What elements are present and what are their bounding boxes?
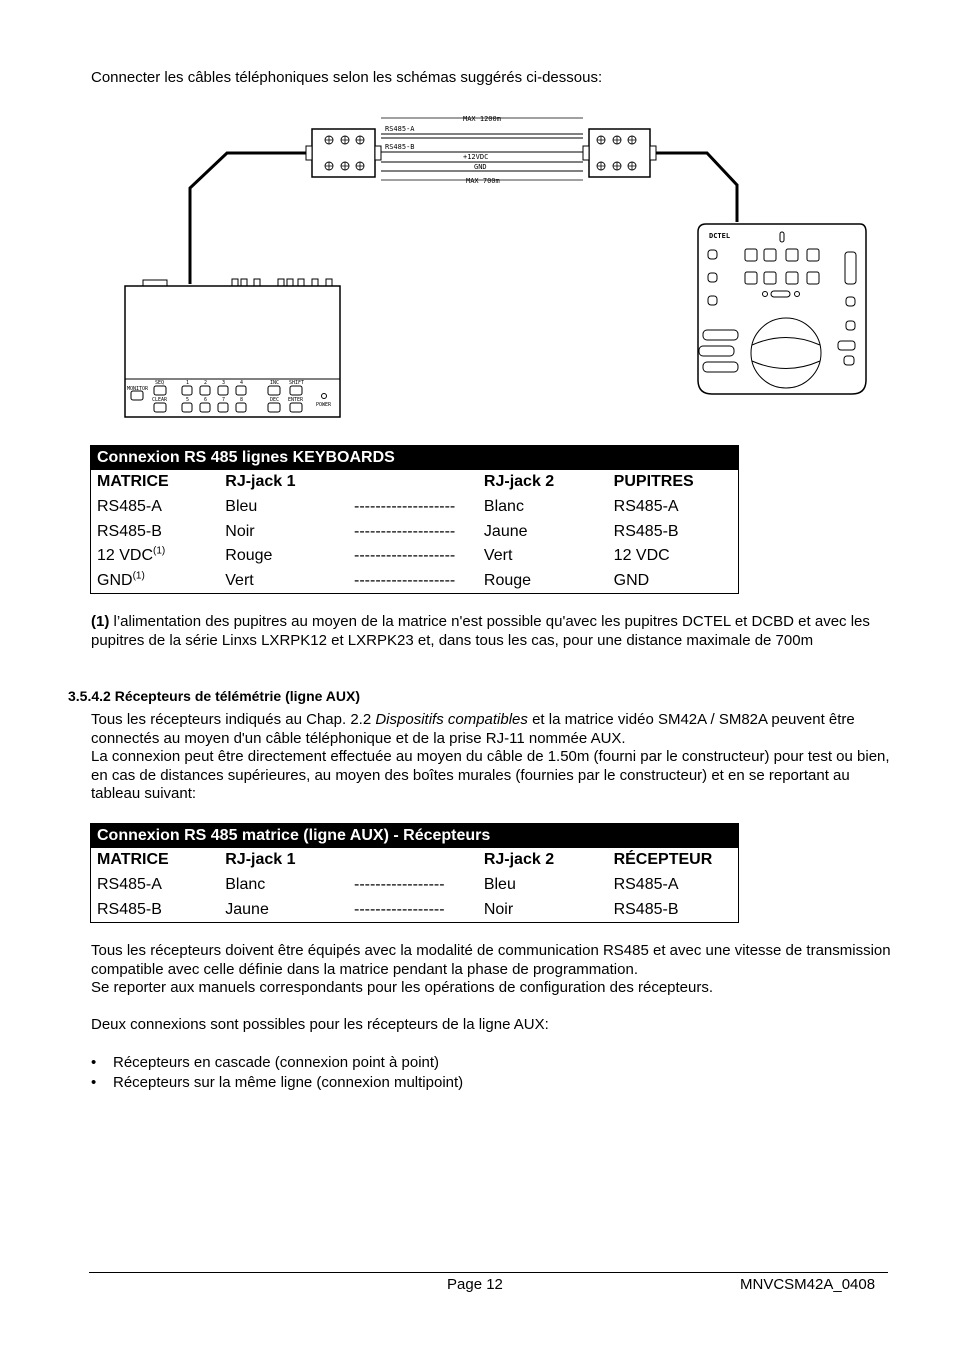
table-row: RS485-A Blanc ----------------- Bleu RS485-A [97, 876, 679, 894]
footnote: (1) l’alimentation des pupitres au moyen de la matrice n'est possible qu'avec les pupitres DCTEL et DCBD et avec les pupitres de la série Linxs LXRPK12 et LXRPK23 et, dans tous les cas, pour une distance maximale de 700m [91, 613, 870, 649]
col-header [348, 848, 478, 873]
section-paragraph-2: La connexion peut être directement effectuée au moyen du câble de 1.50m (fourni par le constructeur) pour test ou bien, en cas de distances supérieures, au moyen des boîtes murales (fournies par le constructeur) et en se reportant au tableau suivant: [91, 748, 890, 802]
label-n6: 6 [204, 397, 208, 403]
table-aux-title: Connexion RS 485 matrice (ligne AUX) - Récepteurs [91, 824, 739, 849]
label-monitor: MONITOR [127, 386, 149, 392]
footnote-mark: (1) [153, 546, 166, 558]
col-header [348, 470, 478, 495]
table-row: 12 VDC$^{(1)}$ Rouge ------------------- Vert 12 VDC [97, 546, 670, 565]
label-rs485b: RS485-B [385, 143, 415, 151]
col-header: MATRICE [97, 473, 169, 491]
col-header: PUPITRES [613, 473, 694, 491]
wiring-diagram [0, 0, 954, 440]
footnote-mark: (1) [132, 570, 145, 582]
label-12vdc: +12VDC [463, 153, 489, 161]
col-header: RÉCEPTEUR [613, 851, 713, 869]
col-header: RJ-jack 1 [225, 473, 296, 491]
paragraph-4: Se reporter aux manuels correspondants pour les opérations de configuration des récepteurs. [91, 979, 714, 996]
label-inc: INC [270, 380, 280, 386]
col-header: RJ-jack 2 [483, 851, 555, 869]
table-keyboards [90, 445, 739, 594]
section-paragraph-1: Tous les récepteurs indiqués au Chap. 2.2 Dispositifs compatibles et la matrice vidéo SM42A / SM82A peuvent être connectés au moyen d'un câble téléphonique et de la prise RJ-11 nommée AUX. [91, 711, 855, 747]
col-header: MATRICE [97, 851, 169, 869]
table-keyboards-header [91, 470, 739, 495]
label-power: POWER [316, 402, 332, 408]
section-heading: 3.5.4.2 Récepteurs de télémétrie (ligne AUX) [68, 688, 361, 704]
label-n1: 1 [186, 380, 190, 386]
col-header: RJ-jack 2 [483, 473, 555, 491]
doc-reference: MNVCSM42A_0408 [740, 1276, 876, 1293]
label-rs485a: RS485-A [385, 125, 415, 133]
label-n7: 7 [222, 397, 226, 403]
table-row: GND$^{(1)}$ Vert ------------------- Rouge GND [97, 570, 650, 590]
label-n5: 5 [186, 397, 190, 403]
page-number: Page 12 [447, 1276, 503, 1293]
label-gnd: GND [474, 163, 487, 171]
right-junction-box [589, 129, 650, 177]
table-aux [90, 823, 739, 923]
label-shift: SHIFT [289, 380, 305, 386]
table-row: RS485-B Jaune ----------------- Noir RS485-B [97, 900, 679, 918]
label-dec: DEC [270, 397, 280, 403]
paragraph-3: Tous les récepteurs doivent être équipés avec la modalité de communication RS485 et avec une vitesse de transmission compatible avec celle définie dans la matrice pendant la phase de programmation. [91, 942, 891, 978]
keyboard-brand: DCTEL [709, 232, 731, 240]
label-n3: 3 [222, 380, 226, 386]
intro-text: Connecter les câbles téléphoniques selon les schémas suggérés ci-dessous: [91, 69, 603, 86]
label-clear: CLEAR [152, 397, 168, 403]
table-keyboards-title: Connexion RS 485 lignes KEYBOARDS [91, 446, 739, 471]
label-n4: 4 [240, 380, 244, 386]
bullet-list [91, 1053, 463, 1093]
table-row: RS485-B Noir ------------------- Jaune RS485-B [97, 522, 679, 540]
label-n8: 8 [240, 397, 244, 403]
list-item: • Récepteurs en cascade (connexion point à point) [91, 1053, 463, 1073]
col-header: RJ-jack 1 [225, 851, 296, 869]
paragraph-5: Deux connexions sont possibles pour les récepteurs de la ligne AUX: [91, 1016, 549, 1033]
table-row: RS485-A Bleu ------------------- Blanc RS485-A [97, 498, 679, 516]
label-seq: SEQ [155, 380, 165, 386]
label-max700: MAX 700m [466, 177, 500, 185]
table-aux-header [91, 848, 739, 873]
label-max1200: MAX 1200m [463, 115, 501, 123]
label-n2: 2 [204, 380, 208, 386]
footer-rule [89, 1272, 888, 1273]
label-enter: ENTER [288, 397, 304, 403]
list-item: • Récepteurs sur la même ligne (connexion multipoint) [91, 1073, 463, 1093]
